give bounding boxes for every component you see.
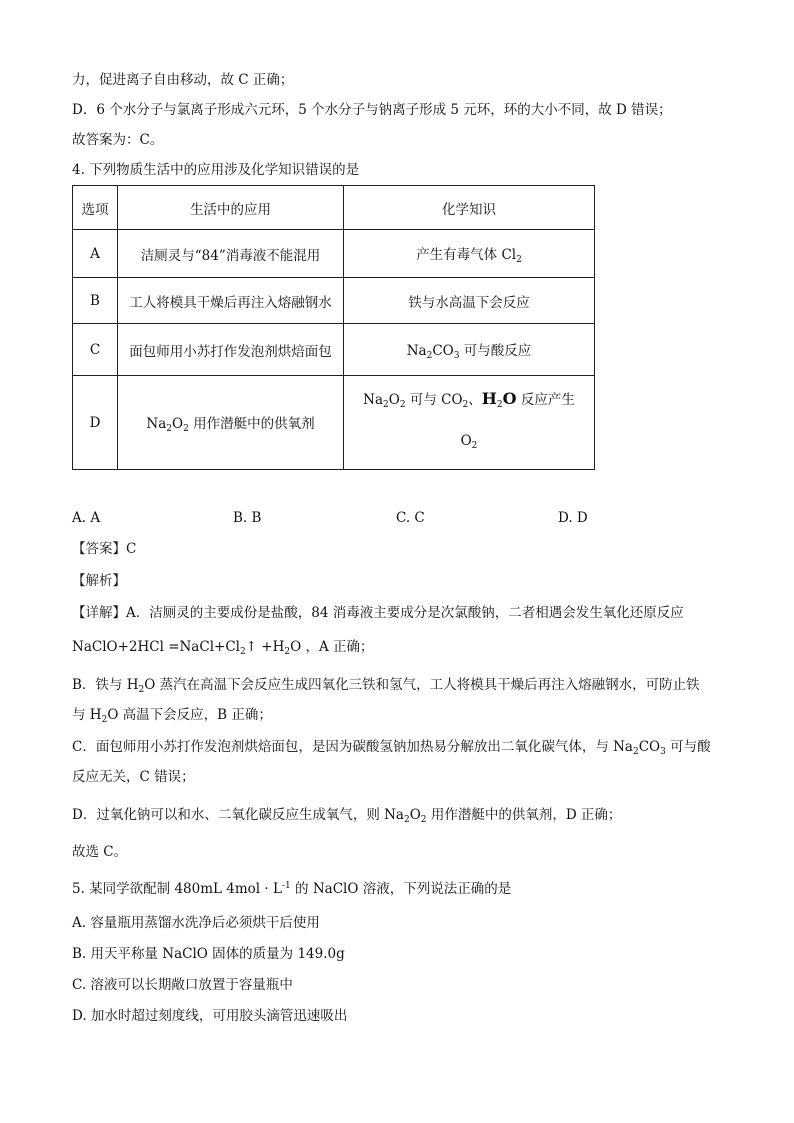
table-row [73, 230, 595, 278]
table-cell-knowledge: $Na_2O_2$ 可与 $CO_2$、$H_2O$ 反应产生 $O_2$ [344, 376, 595, 470]
table-cell-application: 工人将模具干燥后再注入熔融钢水 [118, 278, 344, 324]
table-header-cell: 选项 [73, 186, 118, 230]
option-d: D. D [558, 510, 588, 526]
option-b: B. B [233, 510, 262, 526]
table-header-row [73, 186, 595, 230]
table-cell-knowledge: $Na_2CO_3$ 可与酸反应 [344, 324, 595, 376]
analysis-line: C．面包师用小苏打作发泡剂烘焙面包，是因为碳酸氢钠加热易分解放出二氧化碳气体，与 $Na_2CO_3$ 可与酸 [72, 739, 711, 757]
analysis-line: 【详解】A．洁厕灵的主要成份是盐酸，84 消毒液主要成分是次氯酸钠，二者相遇会发生氧化还原反应 [72, 605, 684, 621]
table-cell-knowledge: 铁与水高温下会反应 [344, 278, 595, 324]
option-a: A. 容量瓶用蒸馏水洗净后必须烘干后使用 [72, 915, 320, 931]
table-cell-knowledge: 产生有毒气体 $Cl_2$ [344, 230, 595, 278]
text-line: 力，促进离子自由移动，故 C 正确； [72, 72, 294, 88]
option-a: A. A [72, 510, 101, 526]
question-4-stem: 4. 下列物质生活中的应用涉及化学知识错误的是 [72, 162, 360, 178]
table-cell-application: 面包师用小苏打作发泡剂烘焙面包 [118, 324, 344, 376]
option-d: D. 加水时超过刻度线，可用胶头滴管迅速吸出 [72, 1008, 348, 1024]
table-row [73, 376, 595, 470]
table-cell-label: C [73, 324, 118, 376]
analysis-line: 反应无关，C 错误； [72, 769, 195, 785]
detail-tag: 【详解】 [72, 605, 126, 621]
option-b: B. 用天平称量 NaClO 固体的质量为 149.0g [72, 946, 345, 962]
table-cell-label: B [73, 278, 118, 324]
equation-line: NaClO+2HCl $=NaCl+Cl_2↑ +H_2O$ ，A 正确； [72, 639, 374, 657]
analysis-line: 故选 C。 [72, 844, 128, 860]
analysis-line: B．铁与 $H_2O$ 蒸汽在高温下会反应生成四氧化三铁和氢气，工人将模具干燥后再注入熔融钢水，可防止铁 [72, 677, 700, 695]
text-line: D．6 个水分子与氯离子形成六元环，5 个水分子与钠离子形成 5 元环，环的大小不同，故 D 错误； [72, 102, 672, 118]
text-line: 故答案为：C。 [72, 132, 164, 148]
table-header-cell: 生活中的应用 [118, 186, 344, 230]
question-5-stem: 5. 某同学欲配制 480mL $4mol \cdot L^{-1}$ 的 NaClO 溶液，下列说法正确的是 [72, 881, 512, 897]
table-header-cell: 化学知识 [344, 186, 595, 230]
table-cell-application: $Na_2O_2$ 用作潜艇中的供氧剂 [118, 376, 344, 470]
analysis-line: 与 $H_2O$ 高温下会反应，B 正确； [72, 707, 272, 725]
table-row [73, 278, 595, 324]
option-c: C. 溶液可以长期敞口放置于容量瓶中 [72, 977, 293, 993]
answer-tag: 【答案】C [72, 541, 137, 557]
analysis-line: D．过氧化钠可以和水、二氧化碳反应生成氧气，则 $Na_2O_2$ 用作潜艇中的供氧剂，D 正确； [72, 807, 622, 825]
question-4-table [72, 185, 595, 470]
table-cell-label: D [73, 376, 118, 470]
option-c: C. C [396, 510, 425, 526]
table-row [73, 324, 595, 376]
analysis-tag: 【解析】 [72, 573, 126, 589]
table-cell-application: 洁厕灵与“84”消毒液不能混用 [118, 230, 344, 278]
table-cell-label: A [73, 230, 118, 278]
